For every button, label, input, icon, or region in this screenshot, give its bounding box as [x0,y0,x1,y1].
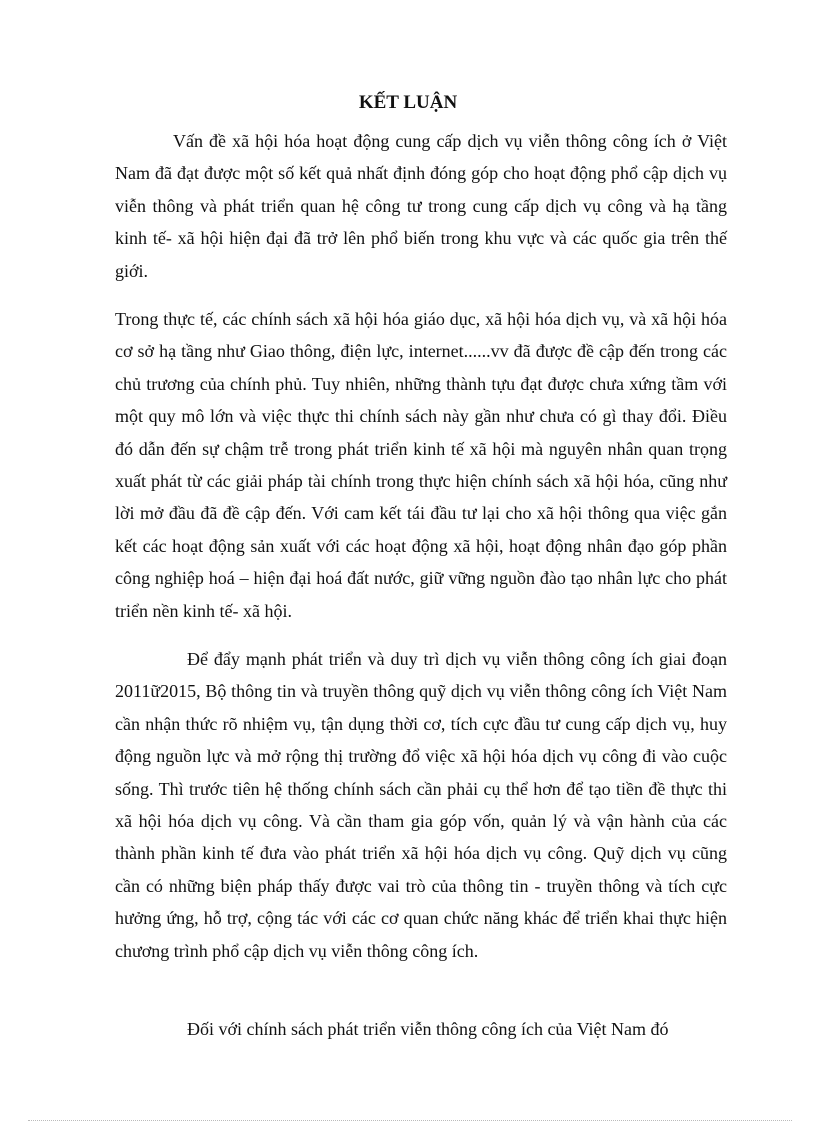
paragraph-3: Để đẩy mạnh phát triển và duy trì dịch vụ viễn thông công ích giai đoạn 2011ữ2015, Bộ thông tin và truyền thông quỹ dịch vụ viễn thông công ích Việt Nam cần nhận thức rõ nhiệm vụ, tận dụng thời cơ, tích cực đầu tư cung cấp dịch vụ, huy động nguồn lực và mở rộng thị trường đổ việc xã hội hóa dịch vụ công đi vào cuộc sống. Thì trước tiên hệ thống chính sách cần phải cụ thể hơn để tạo tiền đề thực thi xã hội hóa dịch vụ công. Và cần tham gia góp vốn, quản lý và vận hành của các thành phần kinh tế đưa vào phát triển xã hội hóa dịch vụ công. Quỹ dịch vụ cũng cần có những biện pháp thấy được vai trò của thông tin - truyền thông và tích cực hưởng ứng, hỗ trợ, cộng tác với các cơ quan chức năng khác để triển khai thực hiện chương trình phổ cập dịch vụ viễn thông công ích. [115,649,727,961]
document-title: KẾT LUẬN [358,92,458,113]
paragraph-2: Trong thực tế, các chính sách xã hội hóa giáo dục, xã hội hóa dịch vụ, và xã hội hóa cơ sở hạ tầng như Giao thông, điện lực, internet......vv đã được đề cập đến trong các chủ trương của chính phủ. Tuy nhiên, những thành tựu đạt được chưa xứng tầm với một quy mô lớn và việc thực thi chính sách này gần như chưa có gì thay đổi. Điều đó dẫn đến sự chậm trễ trong phát triển kinh tế xã hội mà nguyên nhân quan trọng xuất phát từ các giải pháp tài chính trong thực hiện chính sách xã hội hóa, cũng như lời mở đầu đã đề cập đến. Với cam kết tái đầu tư lại cho xã hội thông qua việc gắn kết các hoạt động sản xuất với các hoạt động xã hội, hoạt động nhân đạo góp phần công nghiệp hoá – hiện đại hoá đất nước, giữ vững nguồn đào tạo nhân lực cho phát triển nền kinh tế- xã hội. [115,309,727,621]
paragraph-1: Vấn đề xã hội hóa hoạt động cung cấp dịch vụ viễn thông công ích ở Việt Nam đã đạt được một số kết quả nhất định đóng góp cho hoạt động phổ cập dịch vụ viễn thông và phát triển quan hệ công tư trong cung cấp dịch vụ công và hạ tầng kinh tế- xã hội hiện đại đã trở lên phổ biến trong khu vực và các quốc gia trên thế giới. [115,131,727,281]
page-bottom-divider [28,1120,792,1121]
paragraph-4: Đối với chính sách phát triển viễn thông công ích của Việt Nam đó [187,1019,669,1039]
